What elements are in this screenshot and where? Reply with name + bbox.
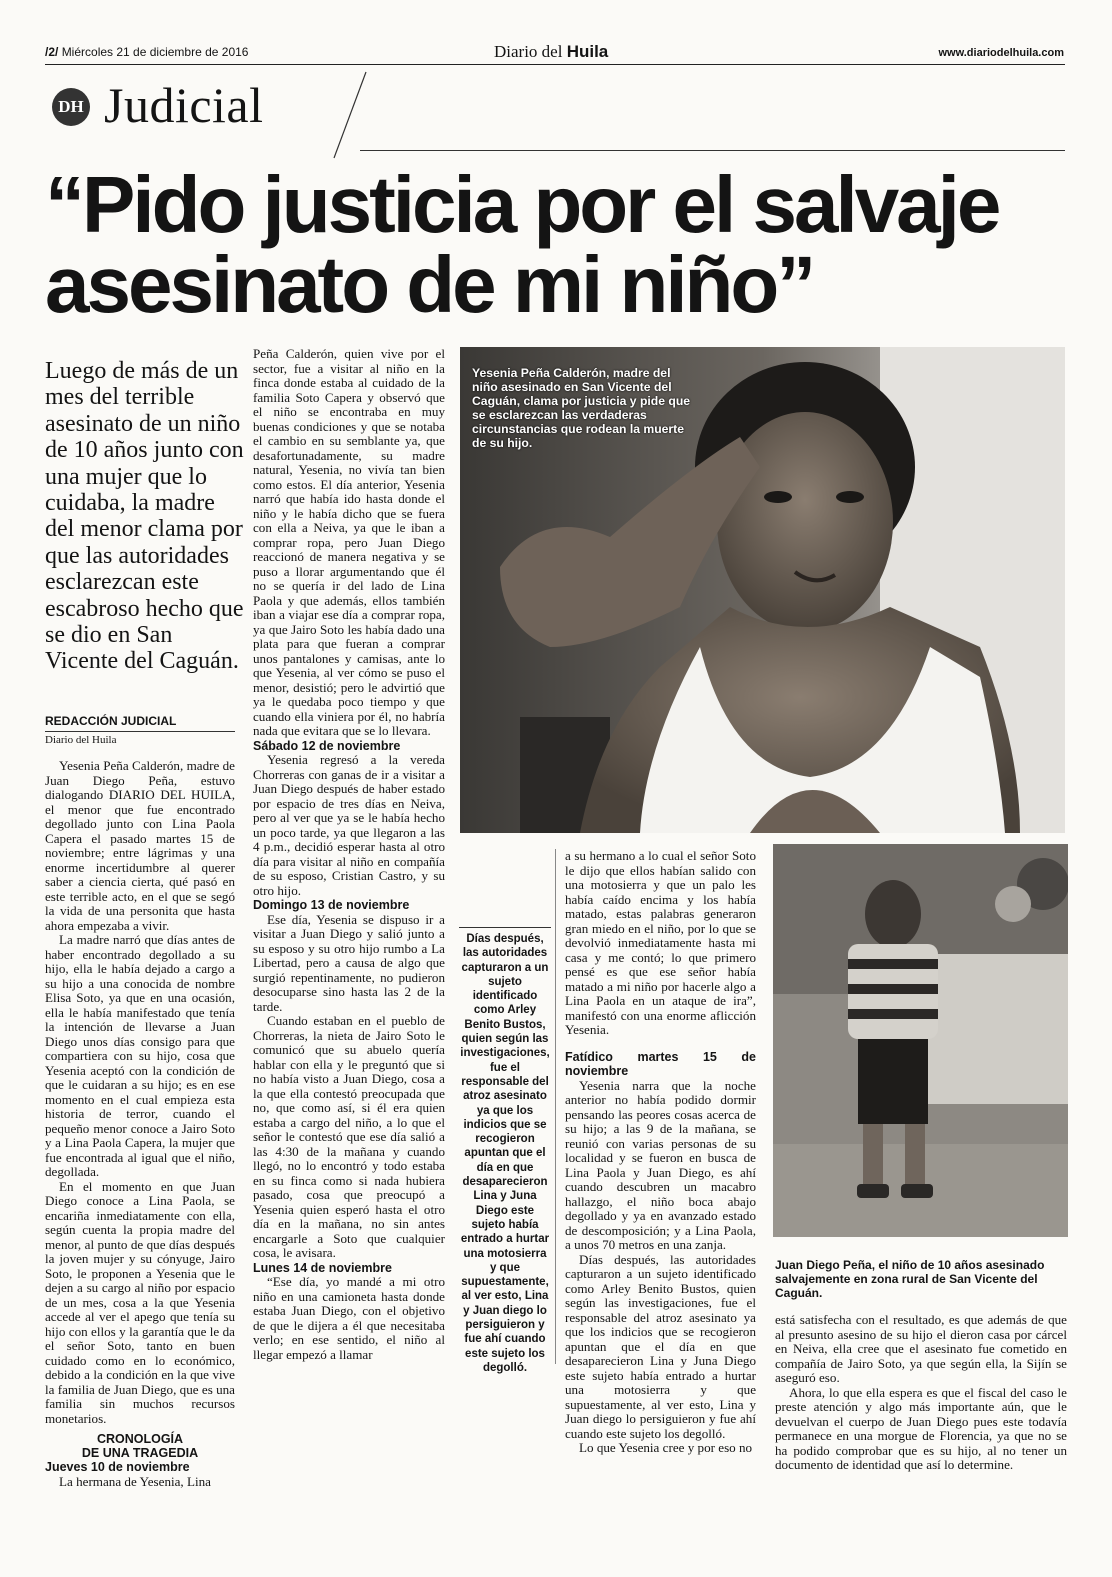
article-column-3 (565, 849, 756, 1456)
paragraph: Cuando estaban en el pueblo de Chorreras, la nieta de Jairo Soto le comunicó que su abuelo quería hablar con ella y le preguntó que si no había visto a Juan Diego, cosa a la que ella contestó preocupada que no, que como así, si él era quien estaba a cargo del niño, a lo que el señor le contestó que ese día salió a las 4:30 de la mañana y cuando llegó, no lo encontró y todo estaba en su finca como si nada hubiera pasado, cosa que preocupó a Yesenia quien esperó hasta el otro día en la mañana, no sin antes encargarle a Soto que cualquier cosa, le avisara. (253, 1013, 445, 1260)
photo-child-caption: Juan Diego Peña, el niño de 10 años asesinado salvajemente en zona rural de San Vicente del Caguán. (775, 1258, 1045, 1300)
section-slash-decoration (330, 70, 370, 160)
paragraph: “Ese día, yo mandé a mi otro niño en una camioneta hasta donde estaba Juan Diego, con el objetivo de que le dijera a él que necesitaba verlo; en ese sentido, el niño al llegar empezó a llamar (253, 1274, 445, 1362)
header-divider (45, 64, 1065, 65)
section-title: Judicial (104, 77, 264, 133)
article-lead: Luego de más de un mes del terrible asesinato de un niño de 10 años junto con una mujer que lo cuidaba, la madre del menor clama por que las autoridades esclarezcan este escabroso hecho que se dio en San Vicente del Caguán. (45, 358, 244, 675)
paragraph: La madre narró que días antes de haber encontrado degollado a su hijo, ella le había dejado a cargo a su hijo a una conocida de nombre Elisa Soto, ya que en una ocasión, ella le había manifestado que tenía la intención de llevarse a Juan Diego unos días consigo para que compartiera con su hijo, cosa que Yesenia aceptó con la condición de que le cuidaran a su hijo; es en ese momento en el cual empieza esta historia de terror, cuando el pequeño menor conoce a Jairo Soto y a Lina Paola Capera, la mujer que fue encontrada al igual que el niño, degollada. (45, 932, 235, 1179)
article-column-1 (45, 759, 235, 1489)
paragraph: En el momento en que Juan Diego conoce a Lina Paola, se encariña inmediatamente con ella, según cuenta la propia madre del menor, al punto de que días después la joven mujer y su cónyuge, Jairo Soto, le proponen a Yesenia que le dejen a su cargo al niño por espacio de un mes, cosa a la que Yesenia accede al ver el apego que tenía su hijo con ellos y la garantía que le da el señor Soto, tanto en buen cuidado como en lo económico, debido a la condición en la que vive la familia de Juan Diego, que es una familia sin muchos recursos monetarios. (45, 1178, 235, 1426)
paragraph: está satisfecha con el resultado, es que además de que al presunto asesino de su hijo el dieron casa por cárcel en Neiva, ella cree que el asesinato fue cometido en compañía de Jairo Soto, ya que según ella, la Sijín se aseguró eso. (775, 1312, 1067, 1385)
cronologia-heading (45, 1432, 235, 1460)
paragraph: Peña Calderón, quien vive por el sector, fue a visitar al niño en la finca donde estaba al cuidado de la familia Soto Capera y observó que el niño se encontraba en muy buenas condiciones y que se notaba el cambio en su semblante ya, que desafortunadamente, su madre natural, Yesenia, no vivía tan bien como estos. El día anterior, Yesenia narró que había ido hasta donde el niño y le había dicho que se fuera con ella a Neiva, ya que le iban a comprar ropa, pero Juan Diego reaccionó de manera negativa y se puso a llorar argumentando que él no se quería ir del lado de Lina Paola y que además, ellos también iban a viajar ese día a comprar ropa, ya que Jairo Soto les había dado una plata para que fueran a comprar unos pantalones y camisas, ante lo que Yesenia, al ver cómo se puso el menor, desistió; pero le advirtió que ya le quedaba poco tiempo y que cuando ella viniera por él, no habría nada que evitara que se lo llevara. (253, 346, 445, 738)
paragraph: Lo que Yesenia cree y por eso no (579, 1440, 753, 1455)
pull-quote: Días después, las autoridades capturaron a un sujeto identificado como Arley Benito Bustos, quien según las investigaciones, fue el responsable del atroz asesinato ya que los indicios que se recogieron apuntan que el día en que desaparecieron Lina y Juna Diego este sujeto había entrado a hurtar una motosierra y que supuestamente, al ver esto, Lina y Juan diego lo persiguieron y fue ahí cuando este sujeto los degolló. (459, 927, 551, 1375)
paragraph: a su hermano a lo cual el señor Soto le dijo que ellos habían salido con una motosierra y que un palo les había caído encima y los había matado, estas palabras generaron gran miedo en el niño, por lo que se devolvió inmediatamente hasta mi casa y me contó; lo que primero pensé es que ese señor había matado a mi niño por hacerle algo a Lina Paola en un ataque de ira”, manifestó con una enorme aflicción Yesenia. (565, 848, 756, 1037)
article-column-4 (775, 1313, 1067, 1473)
subhead-sabado: Sábado 12 de noviembre (253, 738, 401, 753)
photo-child-image (773, 844, 1068, 1237)
page-number: /2/ (45, 45, 59, 59)
paragraph: Ese día, Yesenia se dispuso ir a visitar a Juan Diego y salió junto a su esposo y su otro hijo rumbo a La Libertad, pero a causa de algo que surgió repentinamente, no pudieron desocuparse sino hasta las 2 de la tarde. (253, 911, 445, 1014)
subhead-lunes: Lunes 14 de noviembre (253, 1260, 392, 1275)
page-header-date (45, 45, 248, 59)
cronologia-line-1: CRONOLOGÍA (96, 1432, 184, 1446)
paragraph: Ahora, lo que ella espera es que el fiscal del caso le preste atención y algo más importante aún, que le devuelvan el cuerpo de Juan Diego pues este todavía permanece en una morgue de Florencia, ya que no se ha podido comprobar que es su hijo, al no tener un documento de identidad que así lo determine. (775, 1384, 1067, 1472)
byline: REDACCIÓN JUDICIAL (45, 714, 177, 728)
section-rule (360, 150, 1065, 151)
article-column-2 (253, 347, 445, 1362)
paragraph: La hermana de Yesenia, Lina (59, 1473, 211, 1489)
paper-name-regular: Diario del (494, 42, 563, 61)
column-divider (555, 849, 556, 1364)
website-link[interactable]: www.diariodelhuila.com (938, 47, 1064, 59)
subhead-domingo: Domingo 13 de noviembre (253, 898, 410, 912)
issue-date: Miércoles 21 de diciembre de 2016 (61, 45, 249, 59)
dh-logo-icon: DH (52, 88, 90, 126)
photo-mother-caption: Yesenia Peña Calderón, madre del niño asesinado en San Vicente del Caguán, clama por justicia y pide que se esclarezcan las verdaderas circunstancias que rodean la muerte de su hijo. (472, 366, 691, 450)
paragraph: Días después, las autoridades capturaron a un sujeto identificado como Arley Benito Bustos, quien según las investigaciones, fue el responsable del atroz asesinato ya que los indicios que se recogieron apuntan que el día en que desaparecieron Lina y Juna Diego este sujeto había entrado a hurtar una motosierra y que supuestamente, al ver esto, Lina y Juan diego lo persiguieron y fue ahí cuando este sujeto los degolló. (565, 1251, 756, 1441)
byline-source: Diario del Huila (45, 731, 235, 746)
article-headline: “Pido justicia por el salvaje asesinato de mi niño” (45, 160, 999, 329)
photo-child (773, 844, 1068, 1237)
paragraph: Yesenia narra que la noche anterior no había podido dormir pensando las peores cosas acerca de su hijo; a las 9 de la mañana, se reunió con varias personas de su localidad y se fueron en busca de Lina Paola y Juan Diego, es ahí cuando descubren un macabro hallazgo, el niño boca abajo degollado y ya en avanzado estado de descomposición; y a Lina Paola, a unos 70 metros en una zanja. (565, 1077, 756, 1252)
cronologia-line-2: DE UNA TRAGEDIA (81, 1446, 199, 1460)
paper-name-bold: Huila (566, 42, 609, 61)
paper-name (494, 42, 608, 62)
subhead-martes: Fatídico martes 15 de noviembre (565, 1049, 756, 1078)
paragraph: Yesenia Peña Calderón, madre de Juan Diego Peña, estuvo dialogando DIARIO DEL HUILA, el menor que fue encontrado degollado junto con Lina Paola Capera el pasado martes 15 de noviembre; entre lágrimas y una enorme incertidumbre al querer saber a ciencia cierta, qué pasó en este terrible acto, en el que se segó la vida de una personita que hasta ahora empezaba a vivir. (45, 758, 235, 933)
paragraph: Yesenia regresó a la vereda Chorreras con ganas de ir a visitar a Juan Diego después de haber estado por espacio de tres días en Neiva, pero al ver que ya se le había hecho un poco tarde, ya que llegaron a las 4 p.m., decidió esperar hasta al otro día para visitar al niño en compañía de su esposo, Cristian Castro, y su otro hijo. (253, 752, 445, 898)
subhead-jueves: Jueves 10 de noviembre (45, 1460, 190, 1474)
